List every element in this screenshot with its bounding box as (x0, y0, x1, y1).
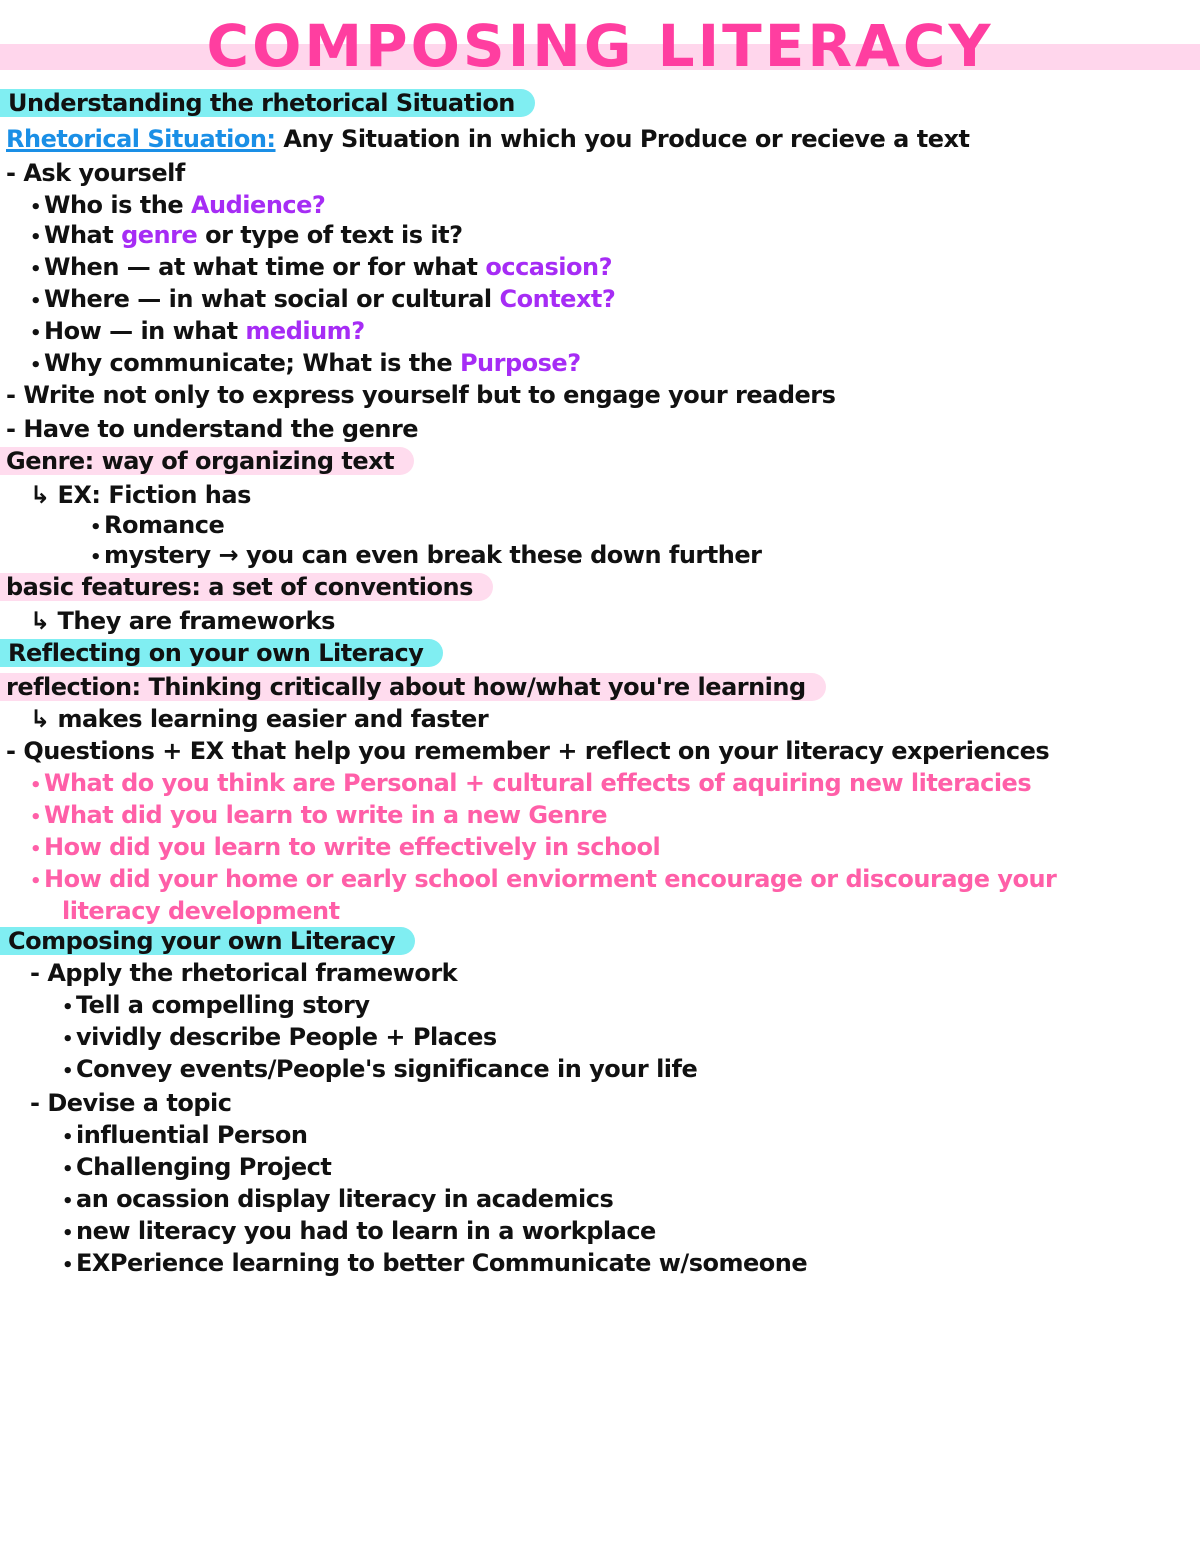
question-purpose: • Why communicate; What is the Purpose? (30, 349, 581, 377)
topic-influential-person: • influential Person (62, 1121, 308, 1149)
genre-definition: Genre: way of organizing text (0, 446, 414, 476)
topic-challenging-project: • Challenging Project (62, 1153, 332, 1181)
prompt-new-genre: • What did you learn to write in a new Genre (30, 801, 608, 829)
ask-yourself: - Ask yourself (6, 159, 185, 187)
devise-topic: - Devise a topic (30, 1089, 232, 1117)
page-title: COMPOSING LITERACY (206, 12, 994, 80)
question-medium: • How — in what medium? (30, 317, 365, 345)
question-context: • Where — in what social or cultural Context? (30, 285, 616, 313)
section-heading-rhetorical: Understanding the rhetorical Situation (0, 88, 535, 118)
example-mystery: • mystery → you can even break these down further (90, 541, 762, 569)
prompt-home-environment: • How did your home or early school enviorment encourage or discourage your (30, 865, 1057, 893)
question-genre: • What genre or type of text is it? (30, 221, 463, 249)
tip-story: • Tell a compelling story (62, 991, 370, 1019)
prompt-home-environment-cont: literacy development (62, 897, 340, 925)
prompt-write-in-school: • How did you learn to write effectively in school (30, 833, 661, 861)
topic-workplace-literacy: • new literacy you had to learn in a workplace (62, 1217, 656, 1245)
reflection-definition: reflection: Thinking critically about how/what you're learning (0, 672, 826, 702)
apply-framework: - Apply the rhetorical framework (30, 959, 458, 987)
makes-learning-easier: ↳ makes learning easier and faster (30, 705, 489, 733)
question-occasion: • When — at what time or for what occasion? (30, 253, 613, 281)
tip-describe: • vividly describe People + Places (62, 1023, 497, 1051)
reflection-questions: - Questions + EX that help you remember + reflect on your literacy experiences (6, 737, 1050, 765)
frameworks-note: ↳ They are frameworks (30, 607, 335, 635)
example-romance: • Romance (90, 511, 225, 539)
prompt-cultural-effects: • What do you think are Personal + cultural effects of aquiring new literacies (30, 769, 1032, 797)
basic-features-definition: basic features: a set of conventions (0, 572, 493, 602)
definition-rhetorical-situation: Rhetorical Situation: Any Situation in which you Produce or recieve a text (6, 125, 970, 153)
topic-occasion-academics: • an ocassion display literacy in academics (62, 1185, 614, 1213)
question-audience: • Who is the Audience? (30, 191, 326, 219)
section-heading-composing: Composing your own Literacy (0, 926, 415, 956)
tip-significance: • Convey events/People's significance in your life (62, 1055, 698, 1083)
section-heading-reflecting: Reflecting on your own Literacy (0, 638, 443, 668)
fiction-example: ↳ EX: Fiction has (30, 481, 251, 509)
write-engage-readers: - Write not only to express yourself but to engage your readers (6, 381, 836, 409)
understand-genre: - Have to understand the genre (6, 415, 419, 443)
topic-communicate-better: • EXPerience learning to better Communicate w/someone (62, 1249, 808, 1277)
